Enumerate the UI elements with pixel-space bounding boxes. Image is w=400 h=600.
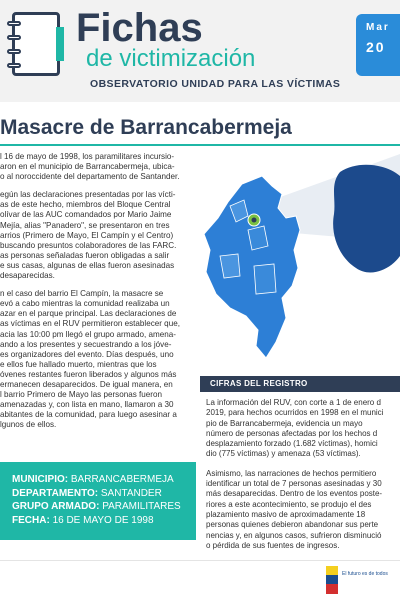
info-label: MUNICIPIO: xyxy=(12,474,69,485)
info-label: DEPARTAMENTO: xyxy=(12,487,99,499)
date-month: Mar xyxy=(366,22,390,33)
registry-paragraph: Asimismo, las narraciones de hechos permitiero identificar un total de 7 personas asesinadas y 30 más desaparecidas. Dentro de los eventos poste- riores a este acontecimiento, se produjo el des plazamiento masivo de aproximadamente 18 personas quienes debieron abandonar sus perte nencias y, en algunos casos, sufrieron disminució o pérdida de sus fuentes de ingresos. xyxy=(206,468,383,550)
map-illustration xyxy=(190,146,400,376)
header-title-secondary: de victimización xyxy=(86,45,256,72)
info-label: FECHA: xyxy=(12,514,50,526)
registry-text xyxy=(206,398,400,560)
header-banner xyxy=(0,0,400,102)
colombia-map xyxy=(190,146,400,376)
registry-heading: CIFRAS DEL REGISTRO xyxy=(200,376,400,392)
info-label: GRUPO ARMADO: xyxy=(12,501,100,512)
date-badge xyxy=(356,14,400,76)
footer-logo-text: El futuro es de todos xyxy=(342,571,388,577)
info-grupo xyxy=(12,500,196,514)
case-narrative xyxy=(0,152,198,438)
registry-paragraph: La información del RUV, con corte a 1 de enero d 2019, para hechos ocurridos en 1998 en el munici pio de Barrancabermeja, evidencia un mayo número de personas afectadas por los hechos d desplazamiento forzado (1.682 víctimas), homici dio (775 víctimas) y amenaza (53 víctimas). xyxy=(206,398,384,459)
page-footer xyxy=(0,560,400,600)
header-subtitle: OBSERVATORIO UNIDAD PARA LAS VÍCTIMAS xyxy=(90,78,341,90)
info-departamento xyxy=(12,487,196,501)
info-municipio xyxy=(12,473,196,487)
info-value: 16 DE MAYO DE 1998 xyxy=(52,514,154,526)
narrative-paragraph: l 16 de mayo de 1998, los paramilitares incursio- aron en el municipio de Barrancabermeja, ubica- o al noroccidente del departamento de Santander. xyxy=(0,152,180,182)
department-zoom-shape xyxy=(333,165,400,273)
page-title: Masacre de Barrancabermeja xyxy=(0,116,292,139)
flag-logo-icon xyxy=(326,566,338,594)
notebook-icon xyxy=(12,12,60,76)
header-title: Fichas xyxy=(76,6,203,50)
narrative-paragraph: egún las declaraciones presentadas por las vícti- as de este hecho, miembros del Bloque Central olívar de las AUC comandados por Mario Jaime Mejía, alias "Panadero", se presentaron en tres arrios (Primero de Mayo, El Campín y el Centro) buscando presuntos colaboradores de las FARC. as personas señaladas fueron obligadas a salir e sus casas, algunas de ellas fueron asesinadas desaparecidas. xyxy=(0,190,177,281)
date-year: 20 xyxy=(366,39,386,55)
narrative-paragraph: n el caso del barrio El Campín, la masacre se evó a cabo mientras la comunidad realizaba un azar en el parque principal. Las declaraciones de as víctimas en el RUV permitieron establecer que, acia las 10:00 pm llegó el grupo armado, amena- ando a los presentes y secuestrando a los jóve- es organizadores del evento. Días después, uno e ellos fue hallado muerto, mientras que los óvenes restantes fueron liberados y algunos más ermanecen desaparecidos. De igual manera, en l barrio Primero de Mayo las personas fueron amenazadas y, con lista en mano, llamaron a 30 abitantes de la comunidad, para luego asesinar a lgunos de ellos. xyxy=(0,289,180,430)
info-value: BARRANCABERMEJA xyxy=(70,474,174,485)
case-summary-box xyxy=(0,462,196,540)
info-fecha xyxy=(12,514,196,528)
info-value: PARAMILITARES xyxy=(102,501,181,512)
info-value: SANTANDER xyxy=(100,487,162,499)
